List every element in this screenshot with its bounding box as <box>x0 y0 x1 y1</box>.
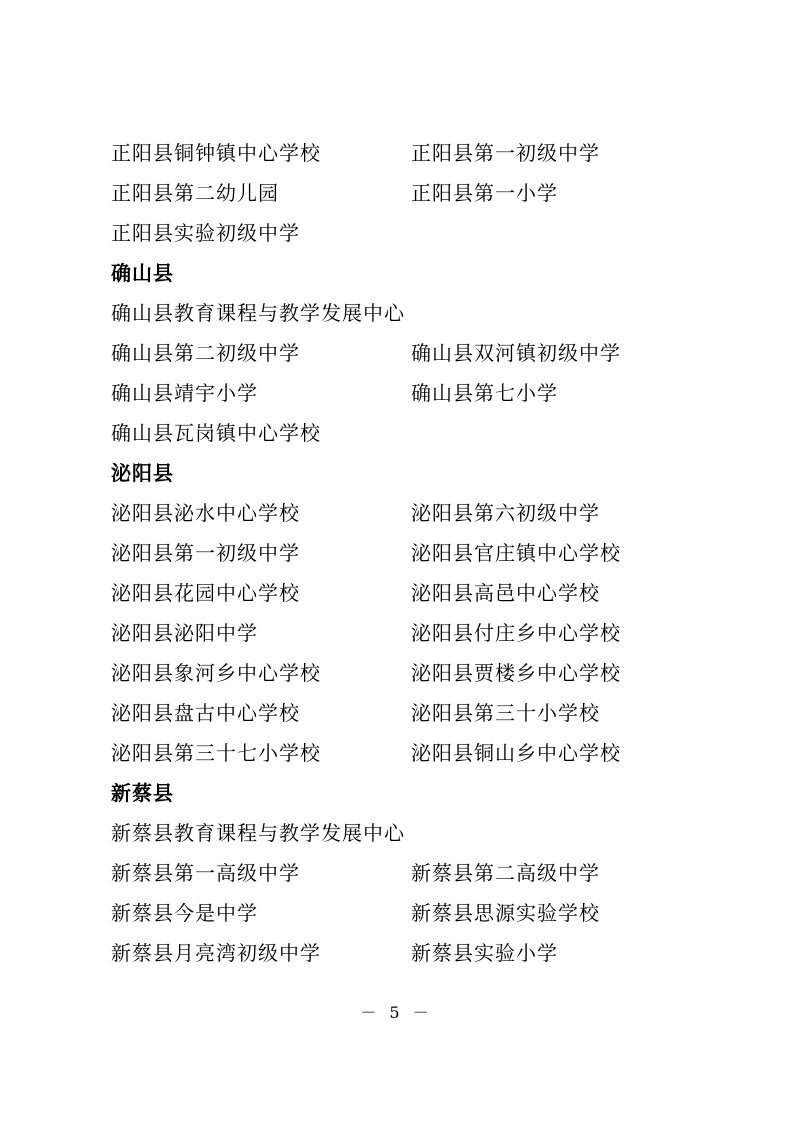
school-row <box>111 853 711 893</box>
school-name: 泌阳县第三十小学校 <box>411 701 600 725</box>
school-name: 新蔡县第二高级中学 <box>411 861 600 885</box>
school-name: 泌阳县官庄镇中心学校 <box>411 541 621 565</box>
school-list <box>111 133 711 973</box>
school-row <box>111 893 711 933</box>
school-name: 正阳县实验初级中学 <box>111 221 300 245</box>
school-name: 泌阳县象河乡中心学校 <box>111 661 321 685</box>
school-name: 泌阳县付庄乡中心学校 <box>411 621 621 645</box>
school-name: 新蔡县第一高级中学 <box>111 861 300 885</box>
county-heading: 确山县 <box>111 261 174 285</box>
school-row <box>111 653 711 693</box>
school-row <box>111 413 711 453</box>
county-heading: 泌阳县 <box>111 461 174 485</box>
school-name: 确山县双河镇初级中学 <box>411 341 621 365</box>
school-name: 泌阳县铜山乡中心学校 <box>411 741 621 765</box>
school-name: 新蔡县实验小学 <box>411 941 558 965</box>
school-name: 泌阳县高邑中心学校 <box>411 581 600 605</box>
school-row <box>111 493 711 533</box>
page-number: － 5 － <box>360 1003 433 1022</box>
school-row <box>111 293 711 333</box>
school-name: 泌阳县第一初级中学 <box>111 541 300 565</box>
school-name: 确山县教育课程与教学发展中心 <box>111 301 405 325</box>
school-name: 泌阳县花园中心学校 <box>111 581 300 605</box>
school-name: 泌阳县第三十七小学校 <box>111 741 321 765</box>
school-row <box>111 373 711 413</box>
school-name: 泌阳县第六初级中学 <box>411 501 600 525</box>
school-row <box>111 733 711 773</box>
school-name: 正阳县第二幼儿园 <box>111 181 279 205</box>
school-row <box>111 693 711 733</box>
school-name: 泌阳县泌阳中学 <box>111 621 258 645</box>
school-row <box>111 333 711 373</box>
school-name: 新蔡县今是中学 <box>111 901 258 925</box>
school-name: 泌阳县泌水中心学校 <box>111 501 300 525</box>
school-name: 新蔡县教育课程与教学发展中心 <box>111 821 405 845</box>
school-row <box>111 133 711 173</box>
county-heading: 新蔡县 <box>111 781 174 805</box>
school-row <box>111 933 711 973</box>
school-row <box>111 573 711 613</box>
school-row <box>111 533 711 573</box>
school-name: 新蔡县思源实验学校 <box>411 901 600 925</box>
school-name: 正阳县第一初级中学 <box>411 141 600 165</box>
school-row <box>111 173 711 213</box>
school-name: 泌阳县盘古中心学校 <box>111 701 300 725</box>
school-name: 新蔡县月亮湾初级中学 <box>111 941 321 965</box>
school-row <box>111 613 711 653</box>
school-row <box>111 213 711 253</box>
school-name: 泌阳县贾楼乡中心学校 <box>411 661 621 685</box>
school-name: 确山县第二初级中学 <box>111 341 300 365</box>
school-name: 确山县靖宇小学 <box>111 381 258 405</box>
school-name: 确山县第七小学 <box>411 381 558 405</box>
school-name: 确山县瓦岗镇中心学校 <box>111 421 321 445</box>
school-row <box>111 813 711 853</box>
school-name: 正阳县铜钟镇中心学校 <box>111 141 321 165</box>
school-name: 正阳县第一小学 <box>411 181 558 205</box>
